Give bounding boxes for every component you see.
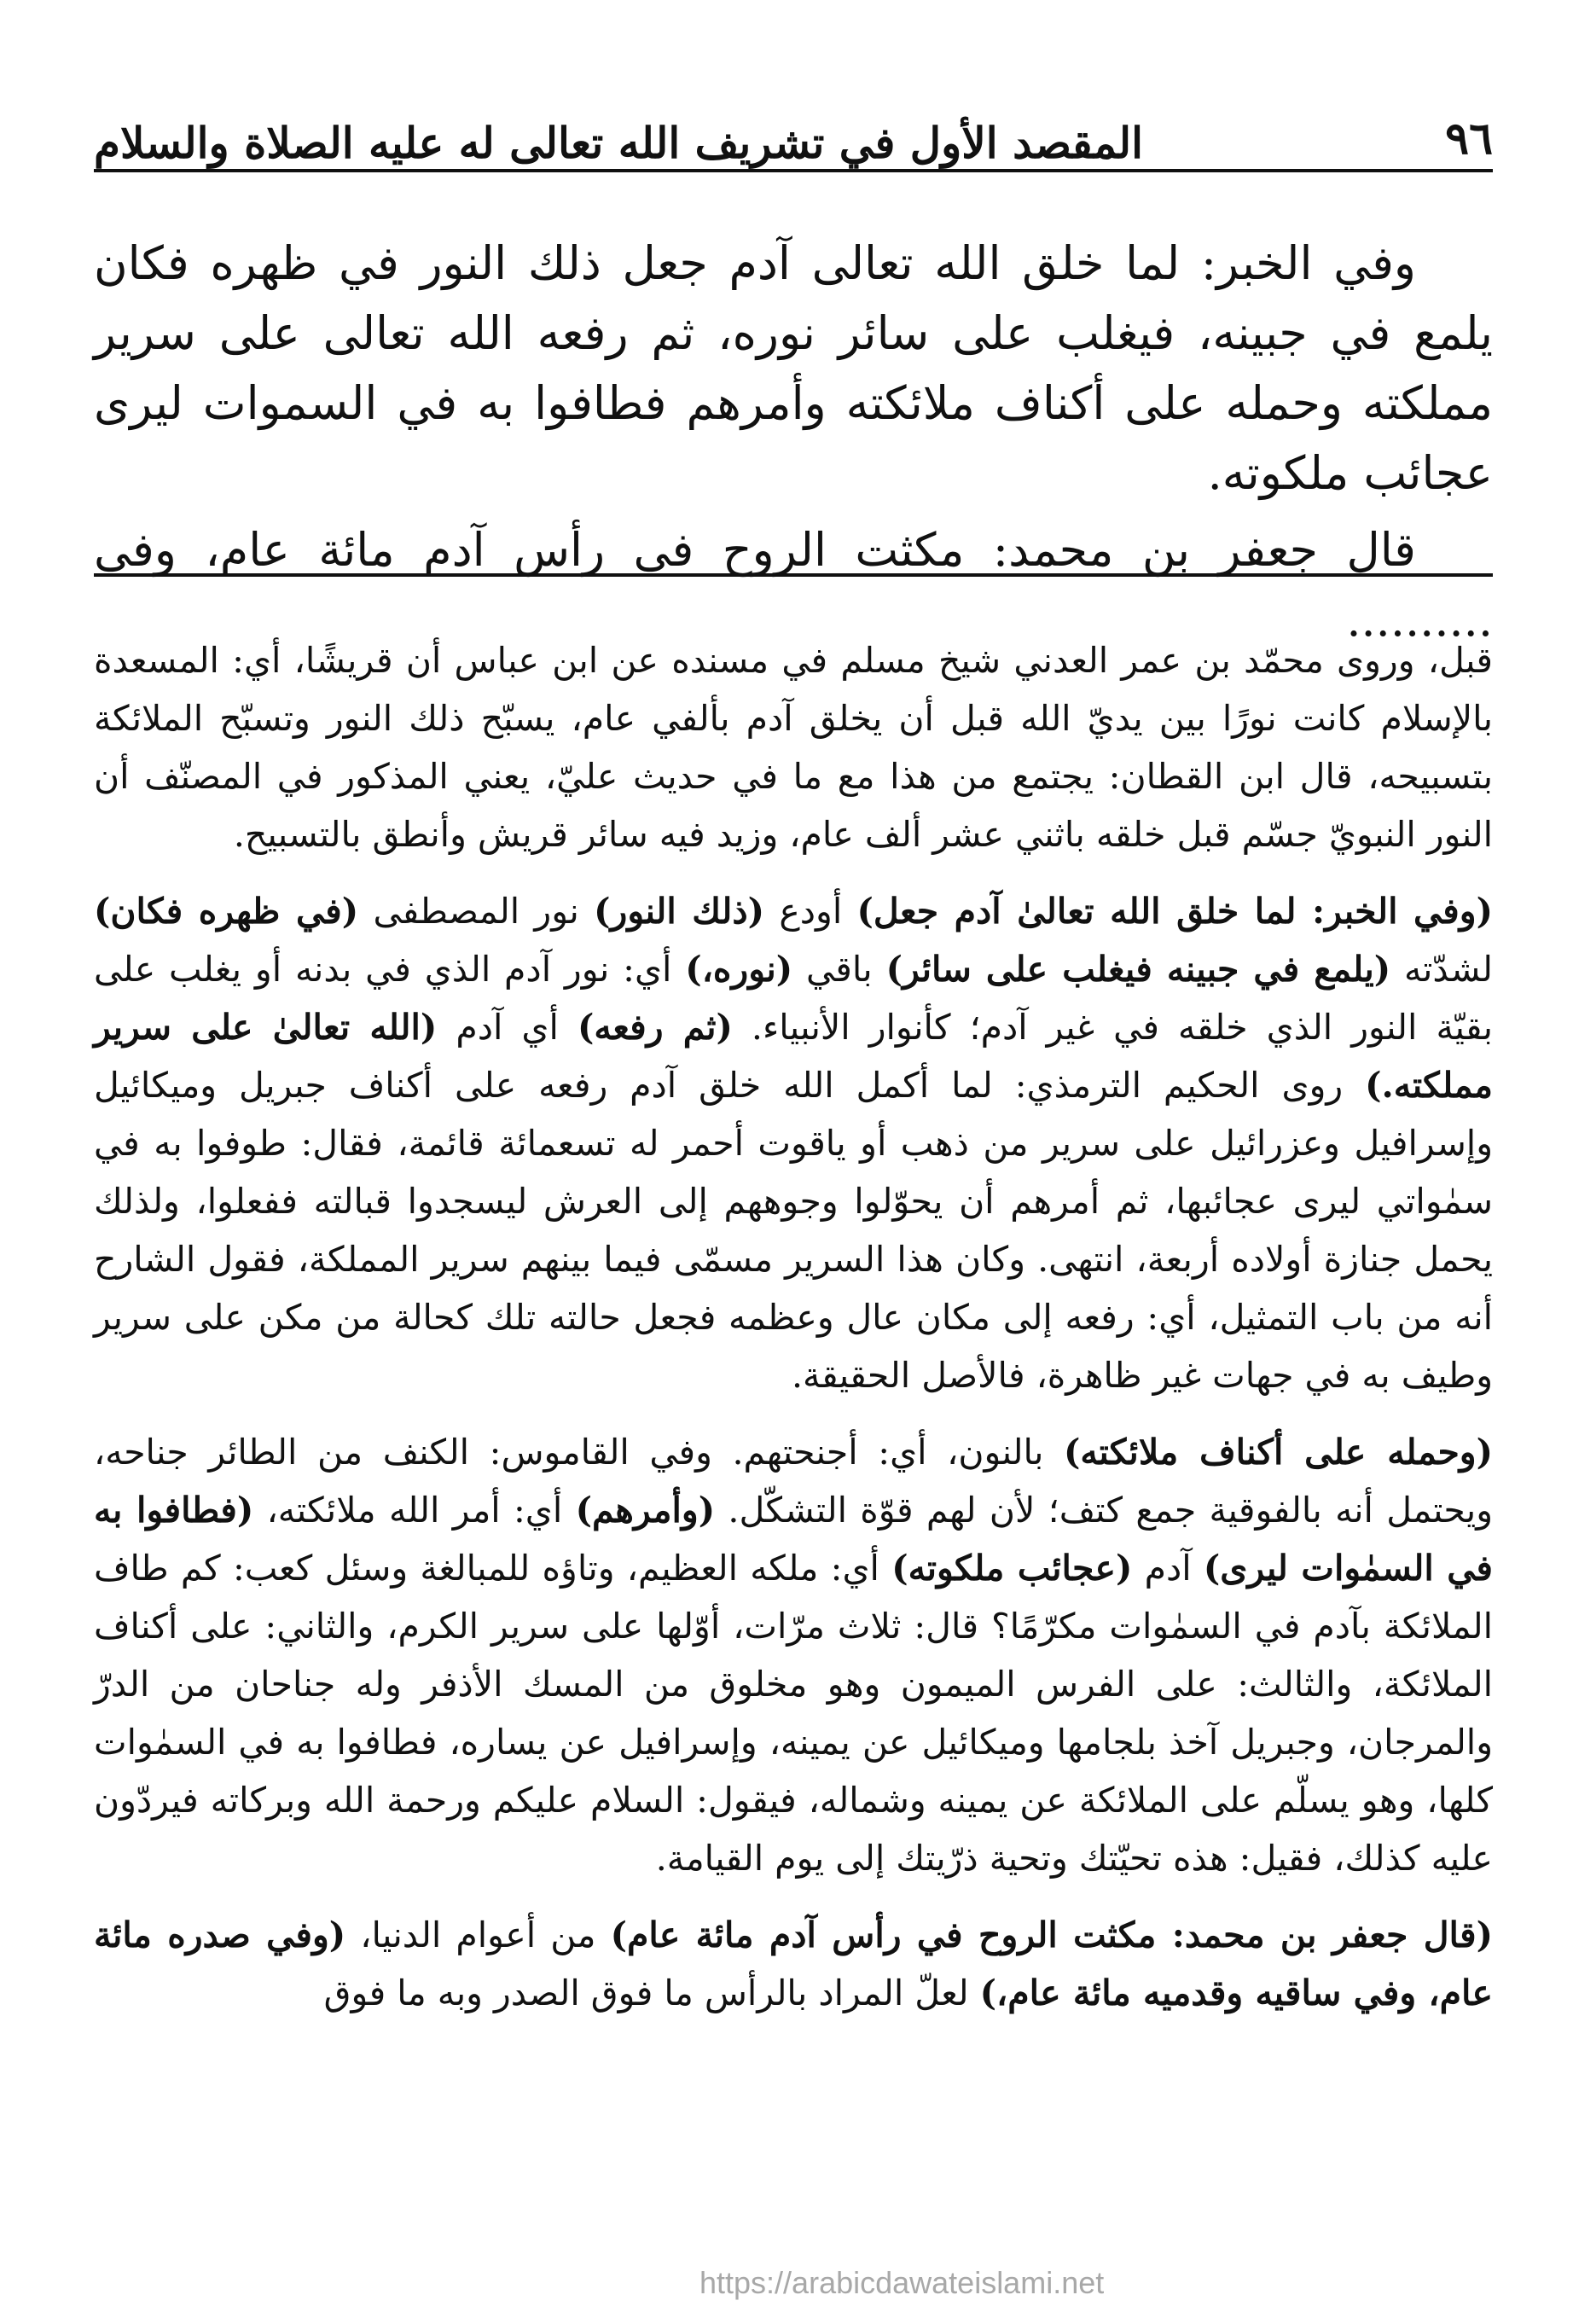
commentary-paragraph: [94, 882, 1493, 1404]
quoted-phrase: (ثم رفعه): [577, 1007, 733, 1048]
commentary-text: لشدّته: [1390, 949, 1493, 990]
commentary-text: أودع: [764, 891, 857, 932]
commentary-text: من أعوام الدنيا،: [345, 1914, 611, 1955]
commentary-paragraph: [94, 631, 1493, 863]
quoted-phrase: (يلمع في جبينه فيغلب على سائر): [885, 949, 1391, 990]
quoted-phrase: (في ظهره فكان): [94, 891, 359, 932]
main-text: [94, 229, 1493, 655]
quoted-phrase: (وفي صدره مائة عام، وفي ساقيه وقدميه مائة عام،): [94, 1914, 1493, 2013]
commentary-text: روى الحكيم الترمذي: لما أكمل الله خلق آدم رفعه على أكناف جبريل وميكائيل وإسرافيل وعزرائيل على سرير من ذهب أو ياقوت أحمر له تسعمائة قائمة، فقال: طوفوا به في سمٰواتي ليرى عجائبها، ثم أمرهم أن يحوّلوا وجوههم إلى العرش ليسجدوا قبالته ففعلوا، ولذلك يحمل جنازة أولاده أربعة، انتهى. وكان هذا السرير مسمّى فيما بينهم سرير المملكة، فقول الشارح أنه من باب التمثيل، أي: رفعه إلى مكان عال وعظمه فجعل حالته تلك كحالة من مكن على سرير وطيف به في جهات غير ظاهرة، فالأصل الحقيقة.: [94, 1065, 1493, 1396]
quoted-phrase: (وفي الخبر: لما خلق الله تعالىٰ آدم جعل): [856, 891, 1493, 932]
quoted-phrase: (الله تعالىٰ على سرير مملكته.): [94, 1007, 1493, 1106]
commentary-text: لعلّ المراد بالرأس ما فوق الصدر وبه ما فوق: [323, 1972, 980, 2013]
quoted-phrase: (عجائب ملكوته): [891, 1548, 1133, 1589]
commentary-text: قبل، وروى محمّد بن عمر العدني شيخ مسلم في مسنده عن ابن عباس أن قريشًا، أي: المسعدة بالإسلام كانت نورًا بين يديّ الله قبل أن يخلق آدم بألفي عام، يسبّح ذلك النور وتسبّح الملائكة بتسبيحه، قال ابن القطان: يجتمع من هذا مع ما في حديث عليّ، يعني المذكور في المصنّف أن النور النبويّ جسّم قبل خلقه باثني عشر ألف عام، وزيد فيه سائر قريش وأنطق بالتسبيح.: [94, 640, 1493, 855]
quoted-phrase: (وأمرهم): [575, 1490, 716, 1531]
commentary-paragraph: [94, 1423, 1493, 1887]
header-rule: [94, 169, 1493, 172]
running-title: المقصد الأول في تشريف الله تعالى له عليه الصلاة والسلام: [94, 118, 1144, 168]
quoted-phrase: (فطافوا به في السمٰوات ليرى): [94, 1490, 1493, 1589]
main-text-paragraph: وفي الخبر: لما خلق الله تعالى آدم جعل ذلك النور في ظهره فكان يلمع في جبينه، فيغلب على سائر نوره، ثم رفعه الله تعالى على سرير مملكته وحمله على أكناف ملائكته وأمرهم فطافوا به في السموات ليرى عجائب ملكوته.: [94, 236, 1493, 500]
page-number: ٩٦: [1445, 113, 1493, 165]
commentary-text: باقي: [792, 949, 886, 990]
commentary-text: أي: أمر الله ملائكته،: [253, 1490, 576, 1531]
commentary-text: أي: ملكه العظيم، وتاؤه للمبالغة وسئل كعب: كم طاف الملائكة بآدم في السمٰوات مكرّمًا؟ قال: ثلاث مرّات، أوّلها على سرير الكرم، والثاني: على أكناف الملائكة، والثالث: على الفرس الميمون وهو مخلوق من المسك الأذفر وله جناحان من الدرّ والمرجان، وجبريل آخذ بلجامها وميكائيل عن يمينه، وإسرافيل عن يساره، فطافوا به في السمٰوات كلها، وهو يسلّم على الملائكة عن يمينه وشماله، فيقول: السلام عليكم ورحمة الله وبركاته فيردّون عليه كذلك، فقيل: هذه تحيّتك وتحية ذرّيتك إلى يوم القيامة.: [94, 1548, 1493, 1879]
main-text-paragraph: قال جعفر بن محمد: مكثت الروح في رأس آدم مائة عام، وفي ..........: [94, 523, 1493, 647]
commentary: [94, 631, 1493, 2041]
commentary-text: أي: نور آدم الذي في بدنه أو يغلب على بقيّة النور الذي خلقه في غير آدم؛ كأنوار الأنبياء.: [94, 949, 1493, 1048]
quoted-phrase: (نوره،): [685, 949, 793, 990]
quoted-phrase: (ذلك النور): [594, 891, 765, 932]
commentary-paragraph: [94, 1906, 1493, 2022]
page-header: [94, 102, 1493, 171]
quoted-phrase: (قال جعفر بن محمد: مكثت الروح في رأس آدم مائة عام): [610, 1914, 1494, 1955]
commentary-text: آدم: [1132, 1548, 1204, 1589]
separator-rule: [94, 573, 1493, 577]
commentary-text: أي آدم: [437, 1007, 578, 1048]
commentary-text: نور المصطفى: [358, 891, 595, 932]
watermark-url: https://arabicdawateislami.net: [699, 2265, 1105, 2300]
quoted-phrase: (وحمله على أكناف ملائكته): [1064, 1432, 1494, 1473]
commentary-text: بالنون، أي: أجنحتهم. وفي القاموس: الكنف من الطائر جناحه، ويحتمل أنه بالفوقية جمع كتف؛ لأن لهم قوّة التشكّل.: [94, 1432, 1494, 1531]
